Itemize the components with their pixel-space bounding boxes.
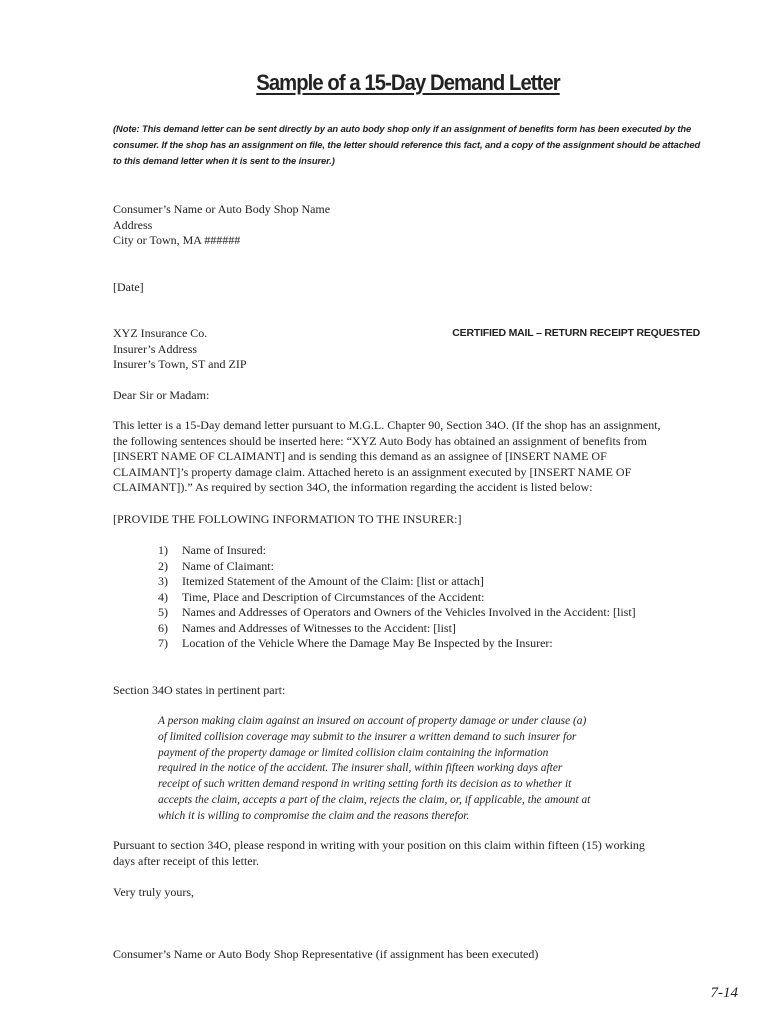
page-number: 7-14 [710, 985, 738, 1001]
quote-line: accepts the claim, accepts a part of the claim, rejects the claim, or, if applicable, the amount at [158, 793, 591, 806]
list-item [158, 559, 636, 575]
pursuant-line: days after receipt of this letter. [113, 853, 259, 868]
date-line: [Date] [113, 280, 144, 294]
document-title: Sample of a 15-Day Demand Letter [256, 70, 560, 95]
quote-line: which it is willing to compromise the claim and the reasons therefor. [158, 809, 470, 822]
quote-line: of limited collision coverage may submit to the insurer a written demand to such insurer for [158, 730, 577, 743]
quote-line: receipt of such written demand respond in writing setting forth its decision as to whether it [158, 778, 572, 791]
list-item [158, 574, 636, 590]
sender-city: City or Town, MA ###### [113, 233, 241, 247]
list-number: 2) [158, 558, 168, 573]
list-item [158, 590, 636, 606]
recipient-address: Insurer’s Address [113, 341, 198, 356]
list-text: Time, Place and Description of Circumstances of the Accident: [182, 589, 485, 604]
information-list [158, 543, 636, 652]
body-line: [INSERT NAME OF CLAIMANT] and is sending this demand as an assignee of [INSERT NAME OF [113, 449, 607, 463]
list-number: 6) [158, 620, 168, 635]
signature-line: Consumer’s Name or Auto Body Shop Representative (if assignment has been executed) [113, 947, 539, 961]
list-number: 3) [158, 574, 168, 588]
body-paragraph [113, 418, 703, 496]
quote-line: payment of the property damage or limited collision claim containing the information [158, 746, 549, 759]
body-line: CLAIMANT]).” As required by section 34O, the information regarding the accident is listed below: [113, 480, 593, 494]
provide-heading: [PROVIDE THE FOLLOWING INFORMATION TO THE INSURER:] [113, 512, 462, 526]
list-text: Itemized Statement of the Amount of the Claim: [list or attach] [182, 574, 484, 588]
quote-line: required in the notice of the accident. The insurer shall, within fifteen working days after [158, 762, 563, 775]
recipient-block [113, 326, 247, 373]
salutation: Dear Sir or Madam: [113, 388, 210, 402]
quote-line: A person making claim against an insured on account of property damage or under clause (a) [158, 715, 587, 727]
list-item [158, 543, 636, 559]
list-number: 7) [158, 636, 168, 650]
statute-quote [158, 714, 678, 825]
recipient-name: XYZ Insurance Co. [113, 326, 208, 340]
list-text: Location of the Vehicle Where the Damage May Be Inspected by the Insurer: [182, 636, 553, 650]
pursuant-line: Pursuant to section 34O, please respond in writing with your position on this claim within fifteen (15) working [113, 838, 645, 852]
pursuant-paragraph [113, 838, 645, 869]
sender-name: Consumer’s Name or Auto Body Shop Name [113, 202, 331, 216]
instruction-note: (Note: This demand letter can be sent directly by an auto body shop only if an assignment of benefits form has been executed by the consumer. If the shop has an assignment on file, the letter should reference this fact, and a copy of the assignment should be attached to this demand letter when it is sent to the insurer.) [113, 123, 701, 166]
list-text: Names and Addresses of Operators and Owners of the Vehicles Involved in the Accident: [list] [182, 605, 636, 619]
sender-address: Address [113, 217, 153, 232]
list-item [158, 605, 636, 621]
section-intro: Section 34O states in pertinent part: [113, 683, 286, 697]
closing: Very truly yours, [113, 885, 194, 899]
body-line: This letter is a 15-Day demand letter pursuant to M.G.L. Chapter 90, Section 34O. (If the shop has an assignment, [113, 418, 661, 432]
list-text: Names and Addresses of Witnesses to the Accident: [list] [182, 620, 456, 635]
list-item [158, 636, 636, 652]
list-text: Name of Claimant: [182, 558, 274, 573]
list-text: Name of Insured: [182, 543, 266, 557]
list-number: 1) [158, 543, 168, 557]
list-number: 5) [158, 605, 168, 619]
recipient-city: Insurer’s Town, ST and ZIP [113, 357, 247, 371]
certified-mail-label: CERTIFIED MAIL – RETURN RECEIPT REQUESTED [452, 327, 700, 339]
body-line: CLAIMANT]’s property damage claim. Attached hereto is an assignment executed by [INSERT NAME OF [113, 464, 632, 479]
list-item [158, 621, 636, 637]
sender-block [113, 202, 330, 249]
body-line: the following sentences should be inserted here: “XYZ Auto Body has obtained an assignment of benefits from [113, 433, 647, 448]
list-number: 4) [158, 589, 168, 604]
